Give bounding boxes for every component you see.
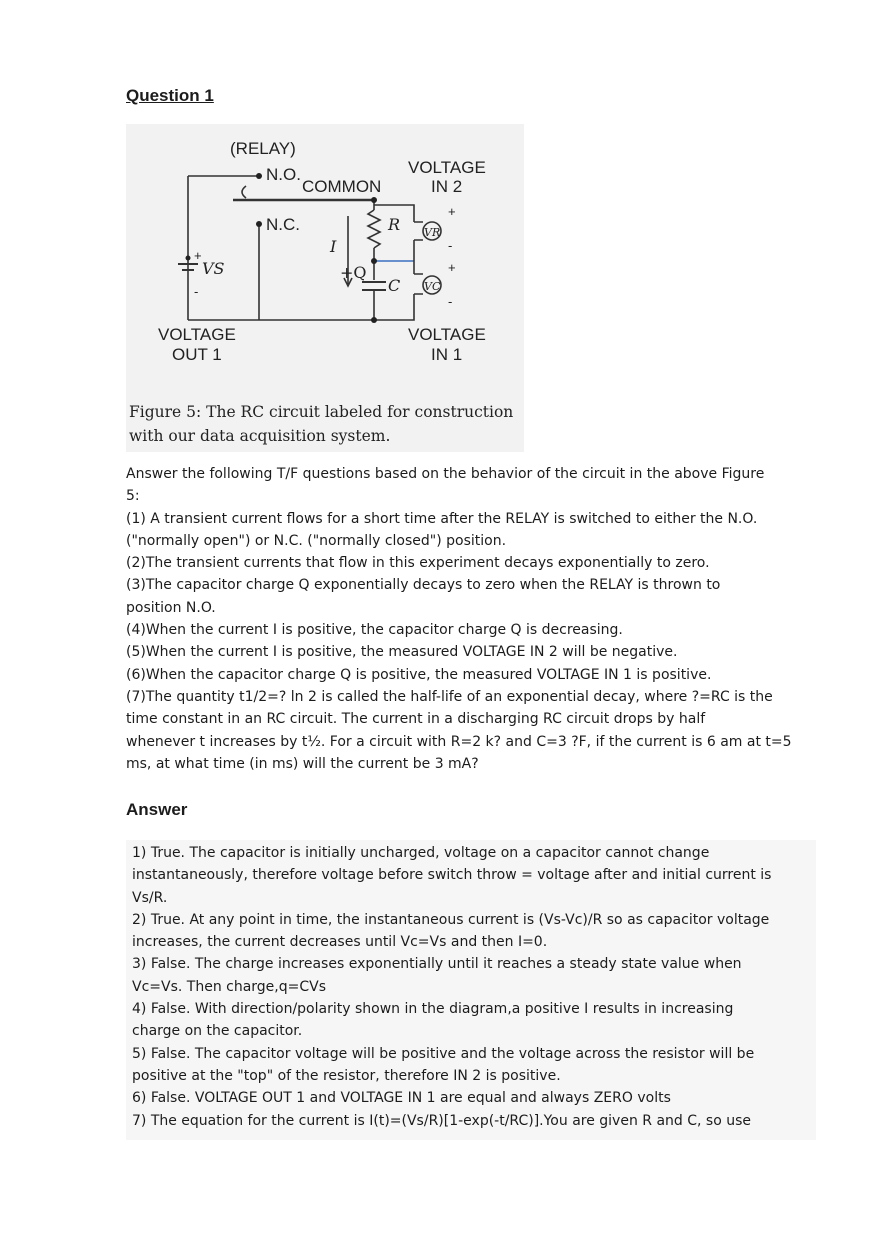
voltage-in1-label-top: VOLTAGE — [408, 325, 486, 344]
questions-text — [126, 463, 816, 775]
figure-caption — [129, 400, 521, 448]
question-line: 5: — [126, 488, 140, 505]
answer-line: 4) False. With direction/polarity shown in the diagram,a positive I results in increasing — [132, 1001, 734, 1018]
charge-label: +Q — [340, 263, 367, 282]
wire-vc-bottom — [374, 294, 414, 320]
vr-meter-label: VR — [424, 226, 441, 239]
vc-plus-sign: + — [448, 260, 456, 275]
answer-block — [126, 840, 816, 1140]
question-line: (3)The capacitor charge Q exponentially decays to zero when the RELAY is thrown to — [126, 577, 721, 594]
no-label: N.O. — [266, 165, 301, 184]
question-line: ("normally open") or N.C. ("normally closed") position. — [126, 532, 507, 549]
voltage-in2-label-bottom: IN 2 — [431, 177, 463, 196]
question-title: Question 1 — [126, 86, 214, 105]
vr-minus-sign: - — [448, 238, 453, 253]
voltage-in1-label-bottom: IN 1 — [431, 345, 463, 364]
relay-no-node — [256, 173, 262, 179]
common-node — [371, 197, 377, 203]
vc-minus-sign: - — [448, 294, 453, 309]
answer-line: positive at the "top" of the resistor, therefore IN 2 is positive. — [132, 1067, 561, 1084]
question-line: (6)When the capacitor charge Q is positive, the measured VOLTAGE IN 1 is positive. — [126, 666, 712, 683]
answer-line: increases, the current decreases until Vc=Vs and then I=0. — [132, 934, 548, 951]
vr-plus-sign: + — [448, 204, 456, 219]
question-line: ms, at what time (in ms) will the current be 3 mA? — [126, 755, 479, 772]
battery-plus-sign: + — [194, 248, 202, 263]
common-label: COMMON — [302, 177, 382, 196]
nc-label: N.C. — [266, 215, 300, 234]
answer-line: 1) True. The capacitor is initially uncharged, voltage on a capacitor cannot change — [132, 845, 710, 861]
answer-line: charge on the capacitor. — [132, 1023, 303, 1040]
answer-line: 3) False. The charge increases exponentially until it reaches a steady state value when — [132, 956, 742, 973]
vs-label: VS — [202, 259, 225, 278]
answer-line: 6) False. VOLTAGE OUT 1 and VOLTAGE IN 1 are equal and always ZERO volts — [132, 1090, 671, 1107]
bottom-node — [371, 317, 377, 323]
question-line: Answer the following T/F questions based on the behavior of the circuit in the above Figure — [126, 466, 765, 482]
vc-meter-leads — [414, 274, 423, 294]
answer-title: Answer — [126, 800, 188, 819]
battery-minus-sign: - — [194, 284, 199, 299]
question-line: (2)The transient currents that flow in this experiment decays exponentially to zero. — [126, 555, 710, 572]
answer-line: Vc=Vs. Then charge,q=CVs — [132, 978, 327, 995]
vc-meter-label: VC — [424, 280, 441, 293]
question-line: time constant in an RC circuit. The current in a discharging RC circuit drops by half — [126, 711, 706, 728]
mid-node — [371, 258, 377, 264]
answer-line: instantaneously, therefore voltage before switch throw = voltage after and initial current is — [132, 867, 772, 884]
resistor-zigzag — [368, 210, 380, 248]
vr-meter-leads — [414, 222, 423, 240]
answer-line: 7) The equation for the current is I(t)=(Vs/R)[1-exp(-t/RC)].You are given R and C, so use — [132, 1112, 752, 1129]
current-label: I — [330, 237, 337, 256]
relay-label: (RELAY) — [230, 139, 296, 158]
r-label: R — [388, 215, 401, 234]
caption-line: with our data acquisition system. — [129, 427, 391, 445]
circuit-figure — [126, 124, 524, 452]
question-line: (7)The quantity t1/2=? ln 2 is called the half-life of an exponential decay, where ?=RC is the — [126, 688, 773, 705]
voltage-out1-label-bottom: OUT 1 — [172, 345, 222, 364]
question-line: position N.O. — [126, 599, 216, 616]
voltage-in2-label-top: VOLTAGE — [408, 158, 486, 177]
question-line: (5)When the current I is positive, the measured VOLTAGE IN 2 will be negative. — [126, 644, 678, 661]
relay-nc-node — [256, 221, 262, 227]
question-line: (1) A transient current flows for a short time after the RELAY is switched to either the N.O. — [126, 510, 758, 527]
voltage-out1-label-top: VOLTAGE — [158, 325, 236, 344]
caption-line: Figure 5: The RC circuit labeled for construction — [129, 403, 514, 421]
question-line: (4)When the current I is positive, the capacitor charge Q is decreasing. — [126, 622, 623, 639]
question-line: whenever t increases by t½. For a circuit with R=2 k? and C=3 ?F, if the current is 6 am at t=5 — [126, 733, 792, 750]
answer-line: Vs/R. — [132, 889, 168, 906]
battery-node-top — [186, 256, 191, 261]
answer-line: 5) False. The capacitor voltage will be positive and the voltage across the resistor will be — [132, 1045, 755, 1062]
relay-arc — [242, 186, 246, 198]
answer-line: 2) True. At any point in time, the instantaneous current is (Vs-Vc)/R so as capacitor voltage — [132, 911, 770, 928]
c-label: C — [388, 276, 401, 295]
